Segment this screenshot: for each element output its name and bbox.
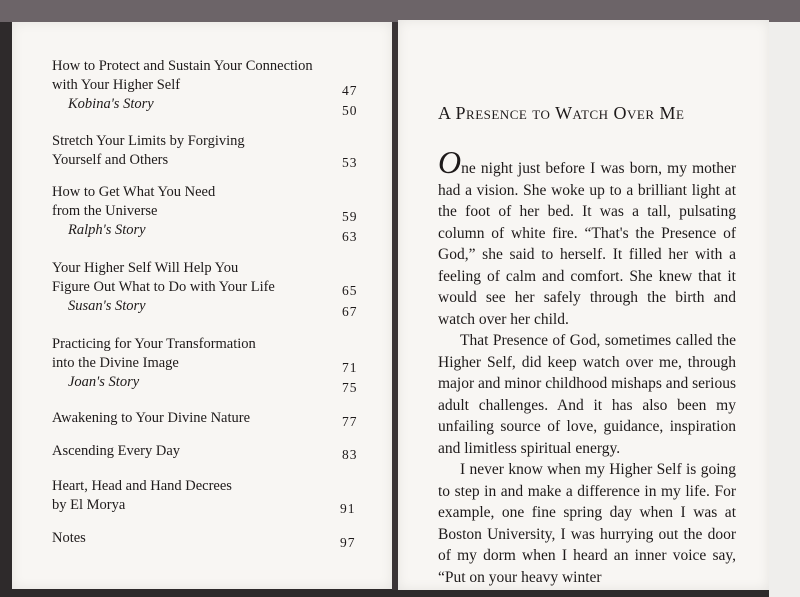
toc-page-number: 83 — [342, 447, 358, 462]
toc-page-number: 65 — [342, 283, 358, 298]
toc-entry-title: Figure Out What to Do with Your Life — [52, 279, 275, 295]
toc-page-number: 77 — [342, 414, 358, 429]
toc-page-number: 53 — [342, 155, 358, 170]
toc-page-number: 75 — [342, 380, 358, 395]
toc-page-number: 67 — [342, 304, 358, 319]
page-edge — [769, 22, 800, 597]
toc-entry — [52, 132, 245, 170]
toc-entry — [52, 409, 250, 428]
toc-entry-subtitle: Ralph's Story — [68, 222, 146, 238]
toc-entry-title: with Your Higher Self — [52, 77, 181, 93]
toc-entry-title: How to Get What You Need — [52, 184, 216, 200]
chapter-body — [438, 146, 736, 588]
toc-entry-title: into the Divine Image — [52, 355, 179, 371]
toc-entry-subtitle: Joan's Story — [68, 374, 140, 390]
toc-entry — [52, 529, 86, 548]
paragraph: That Presence of God, sometimes called the Higher Self, did keep watch over me, through major and minor childhood mishaps and serious adult challenges. And it has also been my unfailing source of love, guidance, inspiration and limitless spiritual energy. — [438, 332, 736, 457]
toc-entry — [52, 183, 215, 240]
toc-entry — [52, 335, 256, 392]
toc-entry — [52, 442, 180, 461]
toc-entry-title: Your Higher Self Will Help You — [52, 260, 239, 276]
toc-entry-title: How to Protect and Sustain Your Connection — [52, 58, 313, 74]
toc-entry — [52, 57, 313, 114]
toc-entry-subtitle: Kobina's Story — [68, 96, 154, 112]
toc-entry-title: from the Universe — [52, 203, 158, 219]
drop-cap: O — [438, 144, 462, 180]
toc-entry-title: Heart, Head and Hand Decrees — [52, 478, 232, 494]
toc-page-number: 50 — [342, 103, 358, 118]
toc-entry-title: Awakening to Your Divine Nature — [52, 410, 251, 426]
toc-entry-title: Notes — [52, 530, 86, 546]
paragraph-text: ne night just before I was born, my mother had a vision. She woke up to a brilliant light at the foot of her bed. It was a tall, pulsating column of white fire. “That's the Presence of God,” she said to herself. It filled her with a feeling of calm and comfort. She knew that it would see her safely through the birth and watch over her child. — [438, 160, 736, 328]
toc-entry-title: Ascending Every Day — [52, 443, 181, 459]
toc-entry-subtitle: Susan's Story — [68, 298, 146, 314]
toc-entry-title: Yourself and Others — [52, 152, 169, 168]
scan-background — [0, 0, 800, 22]
toc-entry-title: Practicing for Your Transformation — [52, 336, 256, 352]
toc-page-number: 91 — [340, 501, 356, 516]
paragraph — [438, 146, 736, 330]
toc-page-number: 97 — [340, 535, 356, 550]
toc-entry-title: by El Morya — [52, 497, 126, 513]
paragraph: I never know when my Higher Self is going to step in and make a difference in my life. For example, one fine spring day when I was at Boston University, I was hurrying out the door of my dorm when I heard an inner voice say, “Put on your heavy winter — [438, 461, 736, 586]
toc-page-number: 47 — [342, 83, 358, 98]
toc-entry — [52, 477, 232, 515]
toc-entry — [52, 259, 275, 316]
toc-page-number: 59 — [342, 209, 358, 224]
toc-page-number: 63 — [342, 229, 358, 244]
toc-entry-title: Stretch Your Limits by Forgiving — [52, 133, 245, 149]
toc-page-number: 71 — [342, 360, 358, 375]
chapter-heading: A Presence to Watch Over Me — [438, 103, 685, 123]
